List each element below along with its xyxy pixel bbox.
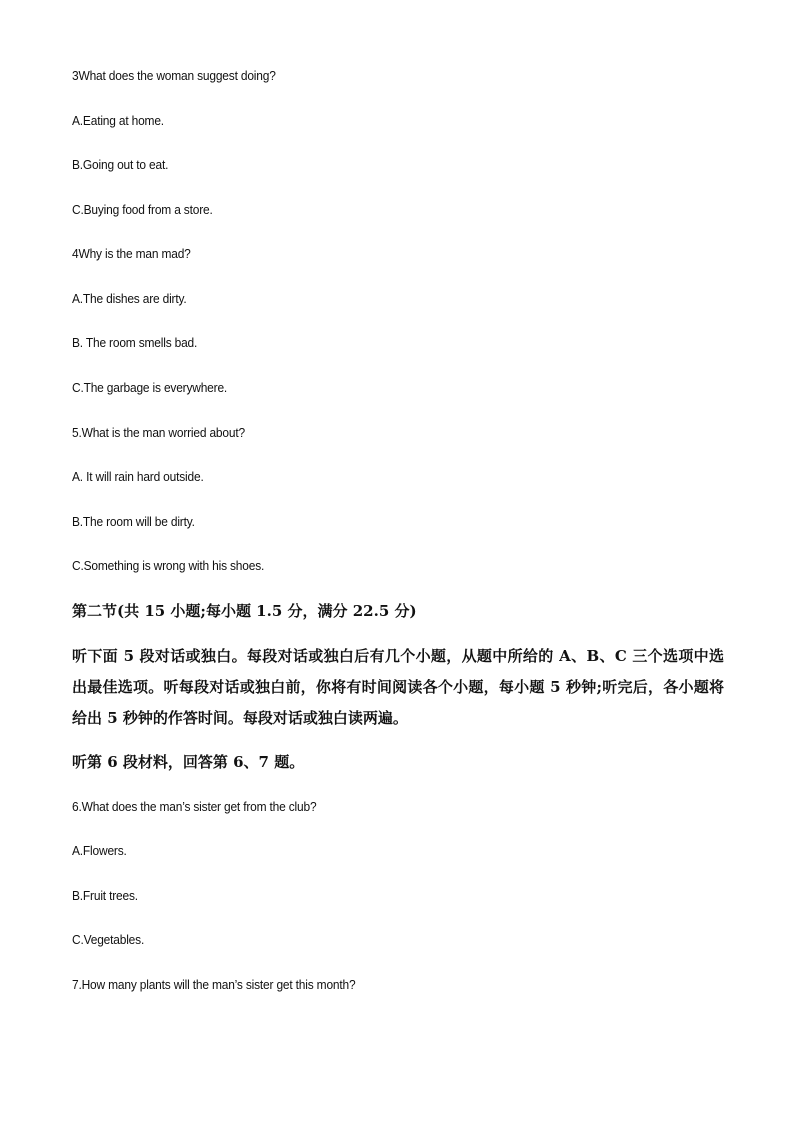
question-6: 6.What does the man’s sister get from the club?: [72, 799, 317, 814]
question-6-option-b: B.Fruit trees.: [72, 888, 138, 903]
question-3: 3What does the woman suggest doing?: [72, 68, 276, 83]
section-2-instructions: 听下面 5 段对话或独白。每段对话或独白后有几个小题，从题中所给的 A、B、C 三个选项中选出最佳选项。听每段对话或独白前，你将有时间阅读各个小题，每小题 5 秒钟;听完后，各小题将给出 5 秒钟的作答时间。每段对话或独白读两遍。: [72, 647, 724, 727]
question-4-option-a: A.The dishes are dirty.: [72, 291, 187, 306]
question-4: 4Why is the man mad?: [72, 246, 191, 261]
question-6-option-c: C.Vegetables.: [72, 932, 145, 947]
section-2-heading: 第二节(共 15 小题;每小题 1.5 分，满分 22.5 分): [72, 602, 417, 620]
question-4-option-b: B. The room smells bad.: [72, 335, 198, 350]
question-5-option-c: C.Something is wrong with his shoes.: [72, 558, 265, 573]
material-6-heading: 听第 6 段材料，回答第 6、7 题。: [72, 753, 305, 771]
question-3-option-a: A.Eating at home.: [72, 113, 164, 128]
question-5-option-b: B.The room will be dirty.: [72, 514, 195, 529]
question-7: 7.How many plants will the man’s sister get this month?: [72, 977, 356, 992]
question-5: 5.What is the man worried about?: [72, 425, 245, 440]
question-3-option-c: C.Buying food from a store.: [72, 202, 213, 217]
question-3-option-b: B.Going out to eat.: [72, 157, 169, 172]
question-4-option-c: C.The garbage is everywhere.: [72, 380, 228, 395]
question-5-option-a: A. It will rain hard outside.: [72, 469, 204, 484]
question-6-option-a: A.Flowers.: [72, 843, 127, 858]
